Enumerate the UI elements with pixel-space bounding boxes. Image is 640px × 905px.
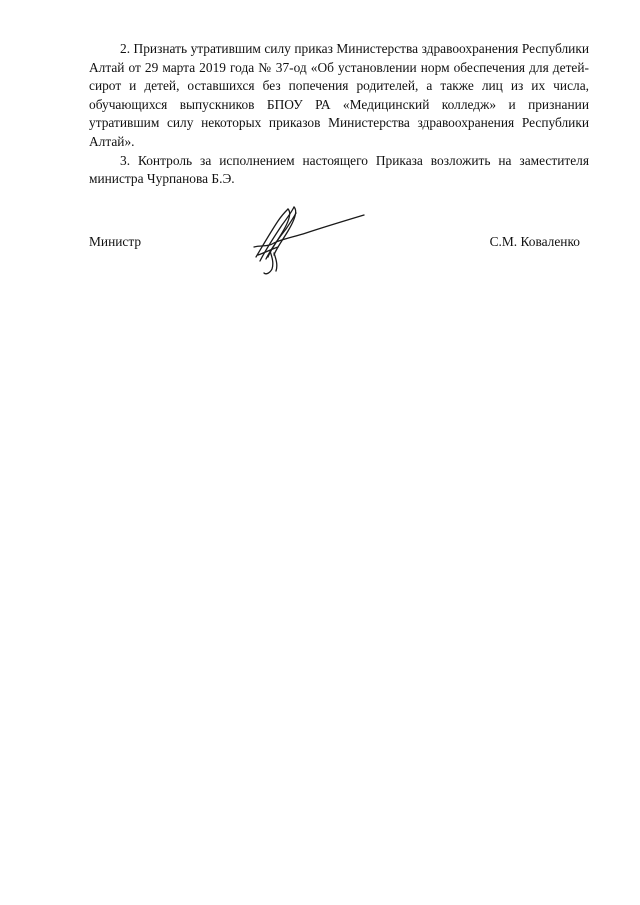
paragraph-2: 2. Признать утратившим силу приказ Министерства здравоохранения Республики Алтай от 29 марта 2019 года № 37-од «Об установлении норм обеспечения для детей-сирот и детей, оставшихся без попечения родителей, а также лиц из их числа, обучающихся выпускников БПОУ РА «Медицинский колледж» и признании утратившим силу некоторых приказов Министерства здравоохранения Республики Алтай».: [89, 41, 589, 149]
paragraph-3: 3. Контроль за исполнением настоящего Приказа возложить на заместителя министра Чурпанова Б.Э.: [89, 152, 589, 187]
signer-title: Министр: [89, 234, 142, 249]
document-body: [89, 40, 589, 189]
signer-name: С.М. Коваленко: [489, 234, 580, 249]
handwritten-signature-icon: [248, 203, 368, 279]
